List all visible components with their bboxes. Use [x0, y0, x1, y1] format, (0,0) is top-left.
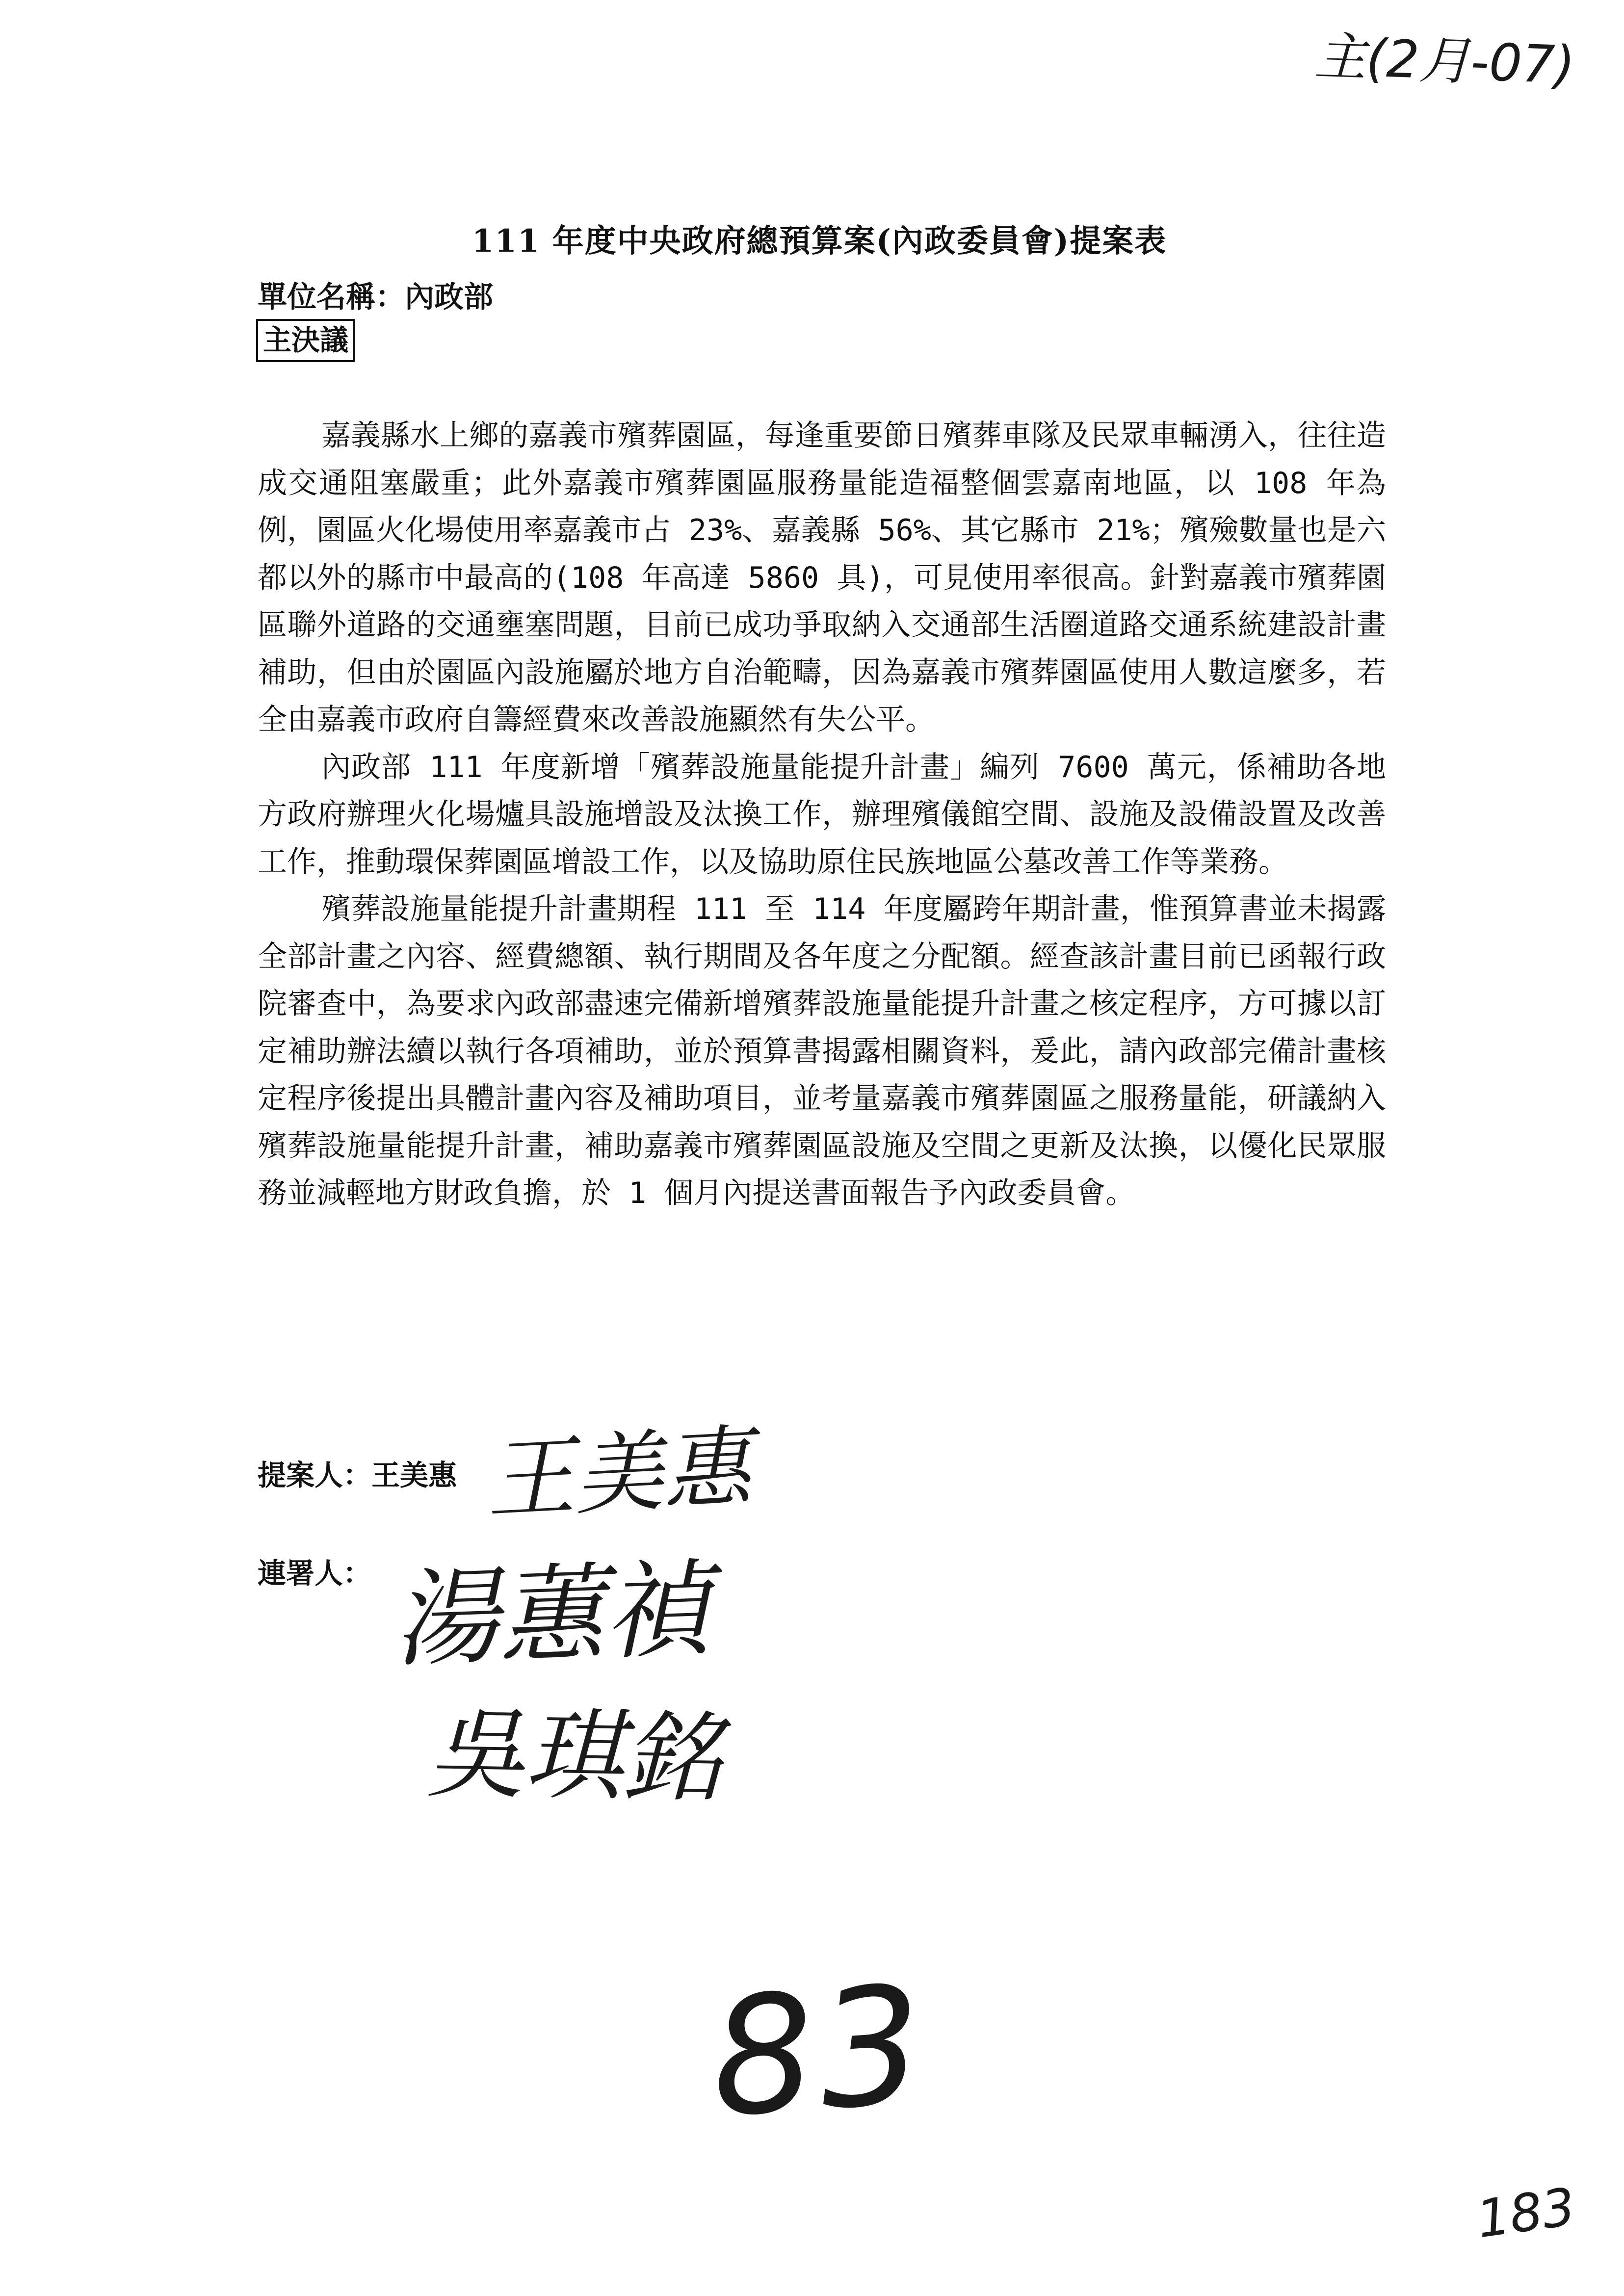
handwritten-sheet-number: 183 — [1473, 2176, 1579, 2250]
paragraph-2: 內政部 111 年度新增「殯葬設施量能提升計畫」編列 7600 萬元，係補助各地方政府辦理火化場爐具設施增設及汰換工作，辦理殯儀館空間、設施及設備設置及改善工作，推動環保葬園區增設工作，以及協助原住民族地區公墓改善工作等業務。 — [258, 750, 1386, 879]
cosigner-signature-2: 吳琪銘 — [425, 1696, 722, 1817]
cosigner-label: 連署人： — [258, 1557, 372, 1590]
proposer-label: 提案人：王美惠 — [258, 1459, 457, 1492]
cosigner-signature-1: 湯蕙禎 — [391, 1547, 711, 1682]
proposal-body — [258, 412, 1386, 1217]
unit-name: 單位名稱：內政部 — [258, 280, 493, 314]
document-title: 111 年度中央政府總預算案(內政委員會)提案表 — [471, 223, 1167, 260]
paragraph-1: 嘉義縣水上鄉的嘉義市殯葬園區，每逢重要節日殯葬車隊及民眾車輛湧入，往往造成交通阻塞嚴重；此外嘉義市殯葬園區服務量能造福整個雲嘉南地區，以 108 年為例，園區火化場使用率嘉義市占 23%、嘉義縣 56%、其它縣市 21%；殯殮數量也是六都以外的縣市中最高的(108 年高達 5860 具)，可見使用率很高。針對嘉義市殯葬園區聯外道路的交通壅塞問題，目前已成功爭取納入交通部生活圈道路交通系統建設計畫補助，但由於園區內設施屬於地方自治範疇，因為嘉義市殯葬園區使用人數這麼多，若全由嘉義市政府自籌經費來改善設施顯然有失公平。 — [258, 418, 1386, 737]
proposer-signature: 王美惠 — [483, 1415, 754, 1532]
handwritten-page-number: 83 — [705, 1950, 934, 2153]
paragraph-3: 殯葬設施量能提升計畫期程 111 至 114 年度屬跨年期計畫，惟預算書並未揭露全部計畫之內容、經費總額、執行期間及各年度之分配額。經查該計畫目前已函報行政院審查中，為要求內政部盡速完備新增殯葬設施量能提升計畫之核定程序，方可據以訂定補助辦法續以執行各項補助，並於預算書揭露相關資料，爰此，請內政部完備計畫核定程序後提出具體計畫內容及補助項目，並考量嘉義市殯葬園區之服務量能，研議納入殯葬設施量能提升計畫，補助嘉義市殯葬園區設施及空間之更新及汰換，以優化民眾服務並減輕地方財政負擔，於 1 個月內提送書面報告予內政委員會。 — [258, 892, 1386, 1210]
decision-type-box: 主決議 — [256, 319, 355, 362]
handwritten-top-note: 主(2月-07) — [1313, 26, 1576, 96]
